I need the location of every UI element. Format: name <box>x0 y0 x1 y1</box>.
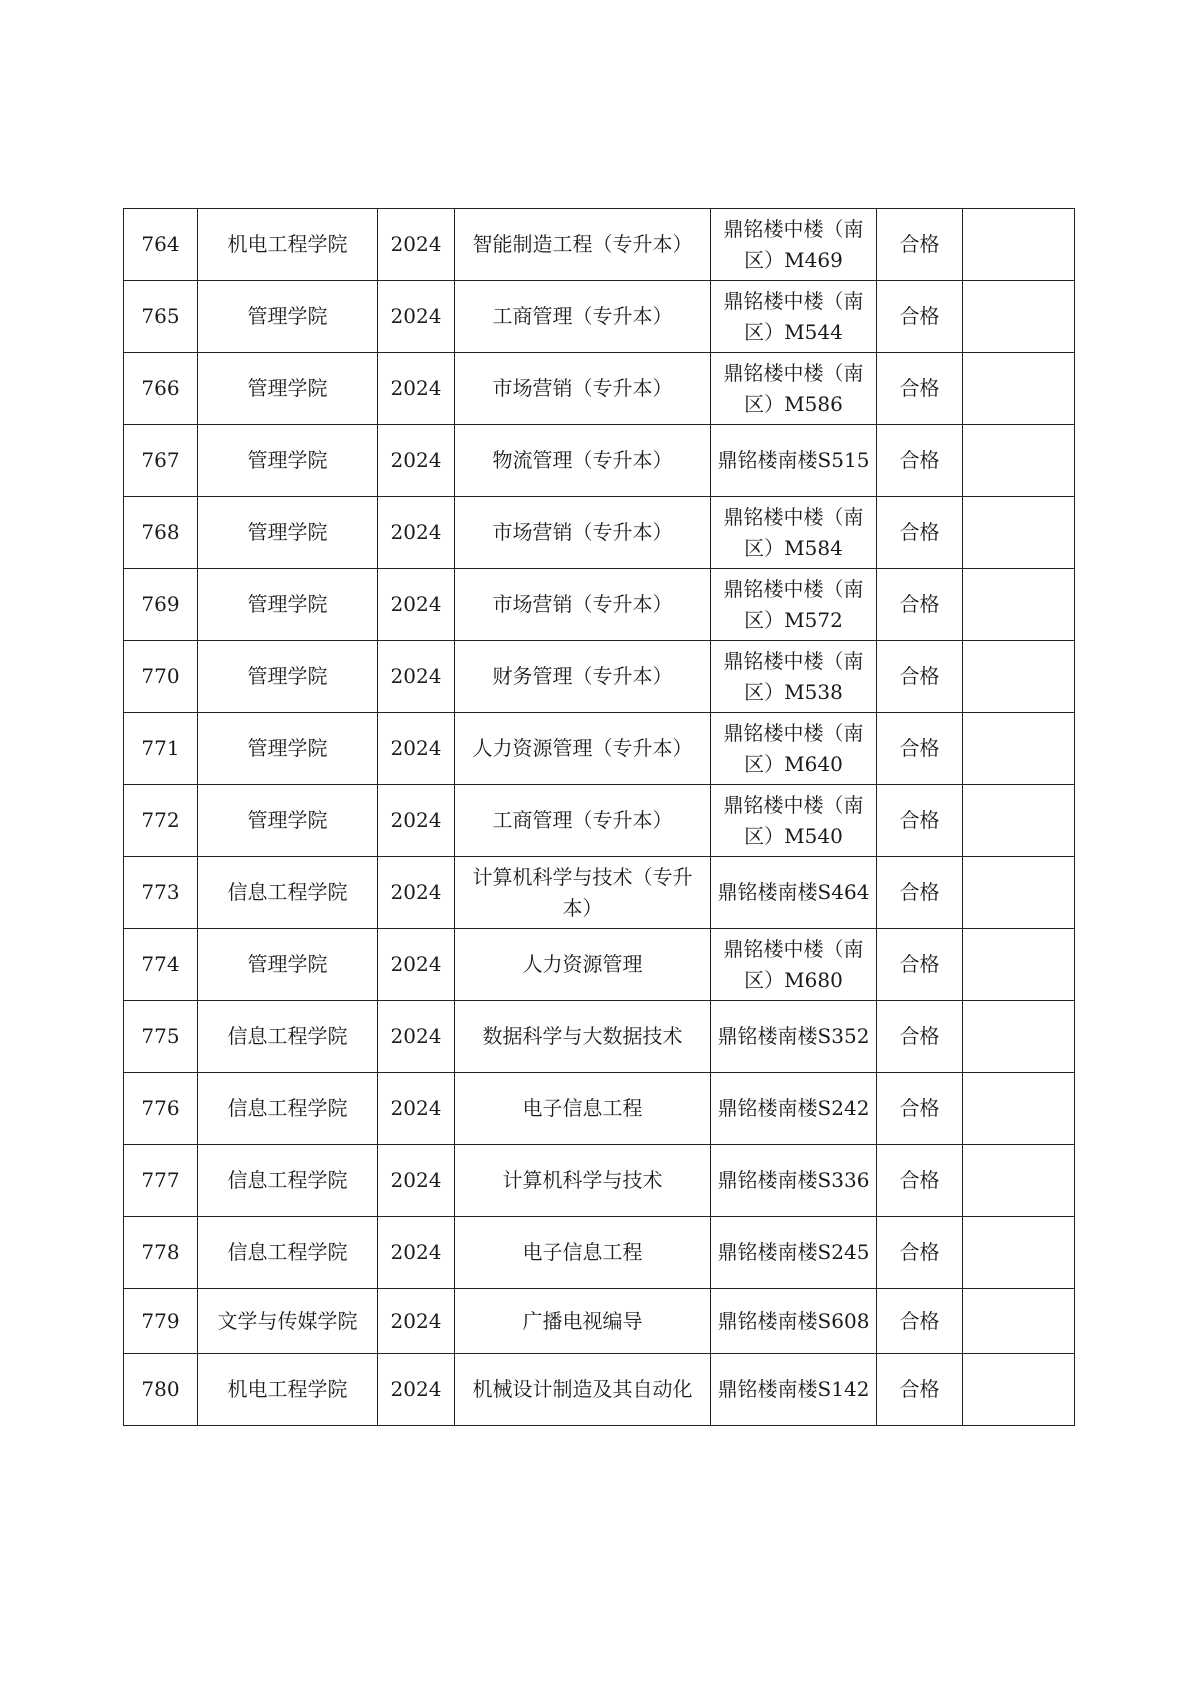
cell-college: 管理学院 <box>198 929 378 1001</box>
cell-room: 鼎铭楼南楼S515 <box>711 425 877 497</box>
table-row <box>124 1354 1075 1426</box>
cell-no: 775 <box>124 1001 198 1073</box>
cell-note <box>963 1354 1075 1426</box>
cell-room: 鼎铭楼中楼（南区）M540 <box>711 785 877 857</box>
roster-table-body <box>124 209 1075 1426</box>
cell-note <box>963 353 1075 425</box>
cell-college: 管理学院 <box>198 641 378 713</box>
cell-no: 767 <box>124 425 198 497</box>
cell-room: 鼎铭楼中楼（南区）M572 <box>711 569 877 641</box>
cell-college: 管理学院 <box>198 425 378 497</box>
cell-note <box>963 1217 1075 1289</box>
cell-no: 769 <box>124 569 198 641</box>
cell-room: 鼎铭楼南楼S336 <box>711 1145 877 1217</box>
cell-result: 合格 <box>877 209 963 281</box>
table-row <box>124 1217 1075 1289</box>
table-row <box>124 1001 1075 1073</box>
table-row <box>124 641 1075 713</box>
table-row <box>124 713 1075 785</box>
cell-year: 2024 <box>378 713 455 785</box>
cell-college: 管理学院 <box>198 569 378 641</box>
cell-result: 合格 <box>877 785 963 857</box>
table-row <box>124 1145 1075 1217</box>
cell-note <box>963 569 1075 641</box>
cell-no: 764 <box>124 209 198 281</box>
cell-college: 信息工程学院 <box>198 1217 378 1289</box>
table-row <box>124 785 1075 857</box>
cell-college: 管理学院 <box>198 497 378 569</box>
cell-year: 2024 <box>378 785 455 857</box>
cell-year: 2024 <box>378 209 455 281</box>
cell-result: 合格 <box>877 569 963 641</box>
cell-college: 信息工程学院 <box>198 857 378 929</box>
cell-result: 合格 <box>877 1073 963 1145</box>
cell-result: 合格 <box>877 713 963 785</box>
cell-no: 772 <box>124 785 198 857</box>
cell-room: 鼎铭楼南楼S464 <box>711 857 877 929</box>
cell-major: 市场营销（专升本） <box>455 497 711 569</box>
cell-note <box>963 785 1075 857</box>
cell-result: 合格 <box>877 857 963 929</box>
cell-room: 鼎铭楼中楼（南区）M469 <box>711 209 877 281</box>
cell-major: 智能制造工程（专升本） <box>455 209 711 281</box>
cell-room: 鼎铭楼南楼S142 <box>711 1354 877 1426</box>
cell-note <box>963 1001 1075 1073</box>
cell-major: 市场营销（专升本） <box>455 569 711 641</box>
cell-note <box>963 497 1075 569</box>
table-row <box>124 1289 1075 1354</box>
table-row <box>124 1073 1075 1145</box>
cell-note <box>963 929 1075 1001</box>
cell-room: 鼎铭楼中楼（南区）M586 <box>711 353 877 425</box>
table-row <box>124 857 1075 929</box>
table-row <box>124 497 1075 569</box>
cell-no: 773 <box>124 857 198 929</box>
cell-no: 774 <box>124 929 198 1001</box>
cell-year: 2024 <box>378 425 455 497</box>
cell-major: 机械设计制造及其自动化 <box>455 1354 711 1426</box>
cell-room: 鼎铭楼南楼S242 <box>711 1073 877 1145</box>
cell-major: 计算机科学与技术（专升本） <box>455 857 711 929</box>
table-row <box>124 353 1075 425</box>
cell-major: 电子信息工程 <box>455 1217 711 1289</box>
cell-note <box>963 209 1075 281</box>
cell-year: 2024 <box>378 857 455 929</box>
cell-note <box>963 1145 1075 1217</box>
cell-room: 鼎铭楼中楼（南区）M538 <box>711 641 877 713</box>
cell-major: 电子信息工程 <box>455 1073 711 1145</box>
cell-major: 财务管理（专升本） <box>455 641 711 713</box>
cell-result: 合格 <box>877 353 963 425</box>
cell-note <box>963 1073 1075 1145</box>
cell-result: 合格 <box>877 1217 963 1289</box>
cell-year: 2024 <box>378 1001 455 1073</box>
cell-room: 鼎铭楼南楼S245 <box>711 1217 877 1289</box>
cell-result: 合格 <box>877 1145 963 1217</box>
cell-college: 文学与传媒学院 <box>198 1289 378 1354</box>
cell-college: 信息工程学院 <box>198 1145 378 1217</box>
cell-result: 合格 <box>877 1289 963 1354</box>
cell-note <box>963 713 1075 785</box>
cell-result: 合格 <box>877 1001 963 1073</box>
cell-no: 765 <box>124 281 198 353</box>
cell-note <box>963 641 1075 713</box>
cell-college: 管理学院 <box>198 281 378 353</box>
cell-room: 鼎铭楼南楼S608 <box>711 1289 877 1354</box>
cell-no: 768 <box>124 497 198 569</box>
cell-college: 管理学院 <box>198 785 378 857</box>
cell-year: 2024 <box>378 353 455 425</box>
cell-year: 2024 <box>378 569 455 641</box>
cell-year: 2024 <box>378 641 455 713</box>
cell-year: 2024 <box>378 1289 455 1354</box>
cell-year: 2024 <box>378 497 455 569</box>
cell-room: 鼎铭楼中楼（南区）M680 <box>711 929 877 1001</box>
table-row <box>124 929 1075 1001</box>
cell-college: 信息工程学院 <box>198 1001 378 1073</box>
cell-room: 鼎铭楼中楼（南区）M544 <box>711 281 877 353</box>
cell-result: 合格 <box>877 281 963 353</box>
cell-room: 鼎铭楼中楼（南区）M584 <box>711 497 877 569</box>
cell-note <box>963 1289 1075 1354</box>
cell-result: 合格 <box>877 929 963 1001</box>
cell-major: 数据科学与大数据技术 <box>455 1001 711 1073</box>
cell-major: 人力资源管理 <box>455 929 711 1001</box>
table-row <box>124 209 1075 281</box>
cell-major: 市场营销（专升本） <box>455 353 711 425</box>
cell-major: 计算机科学与技术 <box>455 1145 711 1217</box>
cell-major: 物流管理（专升本） <box>455 425 711 497</box>
table-row <box>124 281 1075 353</box>
cell-no: 771 <box>124 713 198 785</box>
cell-college: 机电工程学院 <box>198 1354 378 1426</box>
table-row <box>124 569 1075 641</box>
cell-no: 779 <box>124 1289 198 1354</box>
cell-no: 776 <box>124 1073 198 1145</box>
table-row <box>124 425 1075 497</box>
cell-no: 778 <box>124 1217 198 1289</box>
cell-note <box>963 425 1075 497</box>
cell-no: 780 <box>124 1354 198 1426</box>
cell-note <box>963 857 1075 929</box>
cell-college: 管理学院 <box>198 353 378 425</box>
cell-major: 广播电视编导 <box>455 1289 711 1354</box>
cell-year: 2024 <box>378 1073 455 1145</box>
cell-major: 工商管理（专升本） <box>455 785 711 857</box>
cell-result: 合格 <box>877 641 963 713</box>
cell-year: 2024 <box>378 281 455 353</box>
cell-no: 770 <box>124 641 198 713</box>
cell-result: 合格 <box>877 497 963 569</box>
cell-no: 777 <box>124 1145 198 1217</box>
cell-college: 机电工程学院 <box>198 209 378 281</box>
cell-college: 管理学院 <box>198 713 378 785</box>
cell-major: 人力资源管理（专升本） <box>455 713 711 785</box>
cell-college: 信息工程学院 <box>198 1073 378 1145</box>
cell-year: 2024 <box>378 1217 455 1289</box>
cell-no: 766 <box>124 353 198 425</box>
cell-major: 工商管理（专升本） <box>455 281 711 353</box>
cell-result: 合格 <box>877 425 963 497</box>
cell-note <box>963 281 1075 353</box>
roster-table <box>123 208 1075 1426</box>
cell-result: 合格 <box>877 1354 963 1426</box>
cell-room: 鼎铭楼中楼（南区）M640 <box>711 713 877 785</box>
cell-year: 2024 <box>378 929 455 1001</box>
cell-year: 2024 <box>378 1354 455 1426</box>
cell-room: 鼎铭楼南楼S352 <box>711 1001 877 1073</box>
cell-year: 2024 <box>378 1145 455 1217</box>
